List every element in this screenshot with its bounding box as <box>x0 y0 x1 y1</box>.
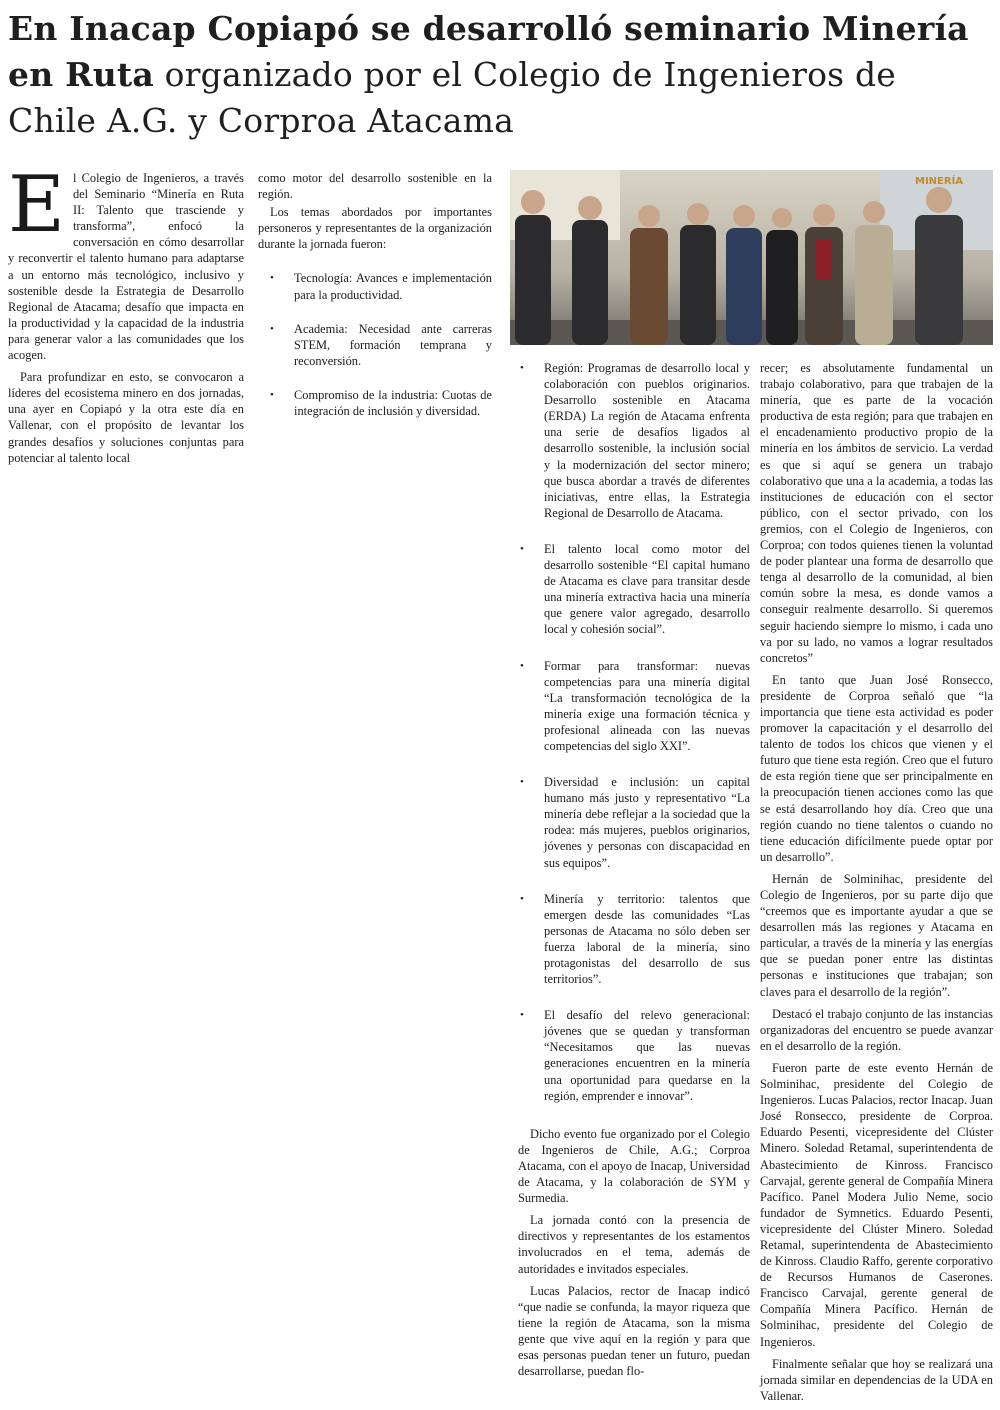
paragraph: Para profundizar en esto, se convocaron a líderes del ecosistema minero en dos jornadas, una ayer en Copiapó y la otra este día en Vallenar, con el propósito de levantar los grandes desafíos y soluciones conjuntas para potenciar al talento local <box>8 370 244 465</box>
list-item: • Compromiso de la industria: Cuotas de integración de inclusión y diversidad. <box>268 387 492 419</box>
banner-text: MINERÍA <box>915 176 964 187</box>
topics-list <box>258 270 492 419</box>
group-photo-illustration <box>510 170 993 345</box>
list-item: • Formar para transformar: nuevas competencias para una minería digital “La transformación tecnológica de la minería exige una formación técnica y profesional alineada con las nuevas competencias del siglo XXI”. <box>518 658 750 755</box>
column-4 <box>760 360 993 1410</box>
list-item: • Diversidad e inclusión: un capital humano más justo y representativo “La minería debe reflejar a la sociedad que la rodea: más mujeres, pueblos originarios, jóvenes y personas con discapacidad en sus equipos”. <box>518 774 750 871</box>
column-3 <box>518 360 750 1385</box>
event-photo <box>510 170 993 345</box>
paragraph: Lucas Palacios, rector de Inacap indicó “que nadie se confunda, la mayor riqueza que tiene la región de Atacama, son la misma gente que vive aquí en la región y para que esas personas puedan tener un futuro, puedan desarrollarse, puedan flo- <box>518 1283 750 1379</box>
intro-paragraph: El Colegio de Ingenieros, a través del Seminario “Minería en Ruta II: Talento que trasciende y transforma”, enfocó la conversación en cómo desarrollar y reconvertir el talento humano para adaptarse a un entorno más tecnológico, inclusivo y sostenible desde la Estrategia de Desarrollo Regional de Atacama; desafío que impacta en la productividad y la capacidad de la industria para generar valor a las comunidades que los acogen. <box>8 160 244 363</box>
paragraph: Destacó el trabajo conjunto de las instancias organizadoras del encuentro se puede avanzar en el desarrollo de la región. <box>760 1006 993 1053</box>
paragraph: La jornada contó con la presencia de directivos y representantes de los estamentos involucrados en el tema, además de autoridades e invitados especiales. <box>518 1213 750 1276</box>
headline-bold: En Inacap Copiapó se desarrolló seminario Minería en Ruta <box>8 9 969 94</box>
themes-list <box>518 360 750 1104</box>
paragraph: recer; es absolutamente fundamental un trabajo colaborativo, para que trabajen de la minería, que es parte de la vocación productiva de esta región; para que trabajen en el encadenamiento productivo propio de la minería en los ámbitos de servicio. La verdad es que si aquí se genera un trabajo colaborativo que una a la academia, a todas las instituciones de educación con el sector público, con el sector privado, con los gremios, con el Colegio de Ingenieros, con Corproa; con todos quienes tienen la voluntad de poder plantear una forma de desarrollo que tenga al desarrollo de la comunidad, al bien común sobre la mesa, es donde vamos a conseguir realmente desarrollo. Si queremos seguir haciendo siempre lo mismo, i cada uno va por su lado, no vamos a lograr resultados concretos” <box>760 361 993 665</box>
list-item: • El talento local como motor del desarrollo sostenible “El capital humano de Atacama es clave para transitar desde una minería extractiva hacia una minería que genere valor agregado, desarrollo local y cohesión social”. <box>518 541 750 638</box>
paragraph: Fueron parte de este evento Hernán de Solminihac, presidente del Colegio de Ingenieros. Lucas Palacios, rector Inacap. Juan José Ronsecco, presidente de Corproa. Eduardo Pesenti, vicepresidente del Clúster Minero. Soledad Retamal, superintendenta de Abastecimiento de Kinross. Francisco Carvajal, gerente general de Compañía Minera Pacífico. Panel Modera Julio Neme, socio fundador de Symnetics. Eduardo Pesenti, vicepresidente del Clúster Minero. Soledad Retamal, superintendenta de Abastecimiento de Kinross. Claudio Raffo, gerente corporativo de Recursos Humanos de Caserones. Francisco Carvajal, gerente general de Compañía Minera Pacífico. Hernán de Solminihac, presidente del Colegio de Ingenieros. <box>760 1060 993 1349</box>
paragraph: Dicho evento fue organizado por el Colegio de Ingenieros de Chile, A.G.; Corproa Atacama, con el apoyo de Inacap, Universidad de Atacama, y la colaboración de SYM y Surmedia. <box>518 1126 750 1206</box>
column-2 <box>258 170 492 435</box>
paragraph: Los temas abordados por importantes personeros y representantes de la organización durante la jornada fueron: <box>258 205 492 252</box>
list-item: • Academia: Necesidad ante carreras STEM, formación temprana y reconversión. <box>268 321 492 369</box>
headline-light: organizado por el Colegio de Ingenieros de Chile A.G. y Corproa Atacama <box>8 55 897 140</box>
list-item: • Región: Programas de desarrollo local y colaboración con pueblos originarios. Desarrollo sostenible en Atacama (ERDA) La región de Atacama enfrenta una serie de desafíos ligados al desarrollo sostenible, la inclusión social y la modernización del sector minero; que busca abordar a través de diferentes iniciativas, entre ellas, la Estrategia Regional de Desarrollo de Atacama. <box>518 360 750 521</box>
headline <box>8 6 993 144</box>
paragraph: Hernán de Solminihac, presidente del Colegio de Ingenieros, por su parte dijo que “creemos que es importante ayudar a que se desarrollen más las regiones y Atacama en particular, a través de la minería y las energías que se puedan poner entre las distintas personas e instituciones que trabajan; son claves para el desarrollo de la región”. <box>760 871 993 999</box>
paragraph: En tanto que Juan José Ronsecco, presidente de Corproa señaló que “la importancia que tiene esta actividad es poder promover la capacitación y el desarrollo del talento de todos los chicos que vienen y el futuro que tiene esta región. Creo que el futuro de esta región tiene que ser principalmente en la preocupación tienen acciones como las que se está desarrollando hoy día. Creo que una región cuando no tiene talentos o cuando no tiene educación difícilmente puede optar por un desarrollo”. <box>760 672 993 864</box>
paragraph: Finalmente señalar que hoy se realizará una jornada similar en dependencias de la UDA en Vallenar. <box>760 1356 993 1403</box>
list-item: • El desafío del relevo generacional: jóvenes que se quedan y transforman “Necesitamos que las nuevas generaciones encuentren en la minería una oportunidad para quedarse en la región, emprender e innovar”. <box>518 1007 750 1104</box>
paragraph: como motor del desarrollo sostenible en la región. <box>258 171 492 202</box>
list-item: • Minería y territorio: talentos que emergen desde las comunidades “Las personas de Atacama no sólo deben ser fuerza laboral de la minería, sino protagonistas del desarrollo de sus territorios”. <box>518 891 750 988</box>
column-1 <box>8 160 244 472</box>
dropcap: E <box>8 160 65 250</box>
list-item: • Tecnología: Avances e implementación para la productividad. <box>268 270 492 302</box>
